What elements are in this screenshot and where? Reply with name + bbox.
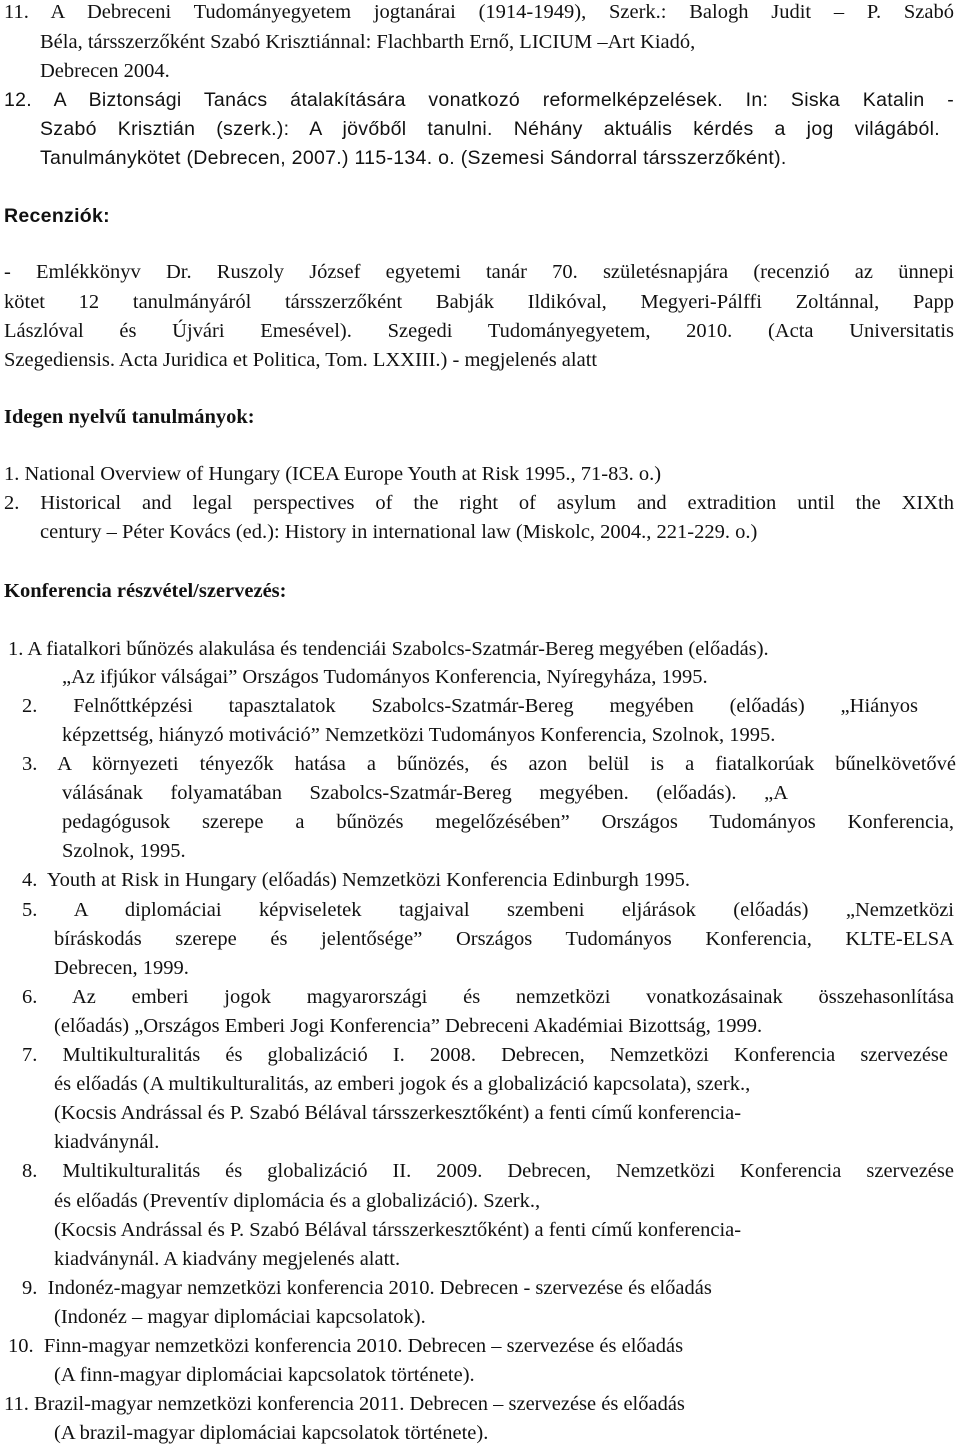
text-line: Lászlóval és Újvári Emesével). Szegedi Tudományegyetem, 2010. (Acta Universitatis [4, 320, 954, 342]
text-line: 11. A Debreceni Tudományegyetem jogtanárai (1914-1949), Szerk.: Balogh Judit – P. Szabó [4, 1, 954, 23]
text-line: kiadványnál. A kiadvány megjelenés alatt. [54, 1248, 401, 1270]
text-line: Szegediensis. Acta Juridica et Politica, Tom. LXXIII.) - megjelenés alatt [4, 349, 598, 371]
text-line: pedagógusok szerepe a bűnözés megelőzésében” Országos Tudományos Konferencia, [62, 811, 954, 833]
text-line: Tanulmánykötet (Debrecen, 2007.) 115-134. o. (Szemesi Sándorral társszerzőként). [40, 147, 787, 169]
text-line: Idegen nyelvű tanulmányok: [4, 406, 255, 428]
text-line: Béla, társszerzőként Szabó Krisztiánnal: Flachbarth Ernő, LICIUM –Art Kiadó, [40, 31, 696, 53]
text-line: Recenziók: [4, 205, 110, 227]
text-line: Debrecen 2004. [40, 60, 170, 82]
text-line: Debrecen, 1999. [54, 957, 189, 979]
text-line: 4. Youth at Risk in Hungary (előadás) Nemzetközi Konferencia Edinburgh 1995. [22, 869, 691, 891]
text-line: (Kocsis Andrással és P. Szabó Bélával társszerkesztőként) a fenti című konferencia- [54, 1102, 742, 1124]
text-line: 9. Indonéz-magyar nemzetközi konferencia 2010. Debrecen - szervezése és előadás [22, 1277, 712, 1299]
text-line: és előadás (Preventív diplomácia és a globalizáció). Szerk., [54, 1190, 541, 1212]
text-line: válásának folyamatában Szabolcs-Szatmár-Bereg megyében. (előadás). „A [62, 782, 788, 804]
text-line: 6. Az emberi jogok magyarországi és nemzetközi vonatkozásainak összehasonlítása [22, 986, 954, 1008]
text-line: 11. Brazil-magyar nemzetközi konferencia 2011. Debrecen – szervezése és előadás [4, 1393, 685, 1415]
text-line: „Az ifjúkor válságai” Országos Tudományos Konferencia, Nyíregyháza, 1995. [62, 666, 708, 688]
text-line: (Kocsis Andrással és P. Szabó Bélával társszerkesztőként) a fenti című konferencia- [54, 1219, 742, 1241]
text-line: 2. Historical and legal perspectives of the right of asylum and extradition until the XIXth [4, 492, 954, 514]
text-line: (A brazil-magyar diplomáciai kapcsolatok története). [54, 1422, 489, 1444]
text-line: Szabó Krisztián (szerk.): A jövőből tanulni. Néhány aktuális kérdés a jog világából. [40, 118, 940, 140]
text-line: century – Péter Kovács (ed.): History in international law (Miskolc, 2004., 221-229. o.) [40, 521, 758, 543]
text-line: 7. Multikulturalitás és globalizáció I. 2008. Debrecen, Nemzetközi Konferencia szervezése [22, 1044, 948, 1066]
text-line: és előadás (A multikulturalitás, az emberi jogok és a globalizáció kapcsolata), szerk., [54, 1073, 751, 1095]
text-line: Szolnok, 1995. [62, 840, 186, 862]
text-line: 8. Multikulturalitás és globalizáció II. 2009. Debrecen, Nemzetközi Konferencia szervezése [22, 1160, 954, 1182]
text-line: 12. A Biztonsági Tanács átalakítására vonatkozó reformelképzelések. In: Siska Katalin - [4, 89, 954, 111]
text-line: képzettség, hiányzó motiváció” Nemzetközi Tudományos Konferencia, Szolnok, 1995. [62, 724, 776, 746]
text-line: (Indonéz – magyar diplomáciai kapcsolatok). [54, 1306, 426, 1328]
text-line: bíráskodás szerepe és jelentősége” Országos Tudományos Konferencia, KLTE-ELSA [54, 928, 954, 950]
text-line: Konferencia részvétel/szervezés: [4, 580, 287, 602]
text-line: 1. A fiatalkori bűnözés alakulása és tendenciái Szabolcs-Szatmár-Bereg megyében (előadás). [8, 638, 769, 660]
text-line: 2. Felnőttképzési tapasztalatok Szabolcs-Szatmár-Bereg megyében (előadás) „Hiányos [22, 695, 918, 717]
text-line: 3. A környezeti tényezők hatása a bűnözés, és azon belül is a fiatalkorúak bűnelkövetővé [22, 753, 956, 775]
text-line: 10. Finn-magyar nemzetközi konferencia 2010. Debrecen – szervezése és előadás [8, 1335, 684, 1357]
text-line: kiadványnál. [54, 1131, 160, 1153]
text-line: 1. National Overview of Hungary (ICEA Europe Youth at Risk 1995., 71-83. o.) [4, 463, 662, 485]
text-line: (előadás) „Országos Emberi Jogi Konferencia” Debreceni Akadémiai Bizottság, 1999. [54, 1015, 763, 1037]
text-line: 5. A diplomáciai képviseletek tagjaival szembeni eljárások (előadás) „Nemzetközi [22, 899, 954, 921]
text-line: (A finn-magyar diplomáciai kapcsolatok története). [54, 1364, 475, 1386]
text-line: - Emlékkönyv Dr. Ruszoly József egyetemi tanár 70. születésnapjára (recenzió az ünnepi [4, 261, 954, 283]
text-line: kötet 12 tanulmányáról társszerzőként Babják Ildikóval, Megyeri-Pálffi Zoltánnal, Papp [4, 291, 954, 313]
